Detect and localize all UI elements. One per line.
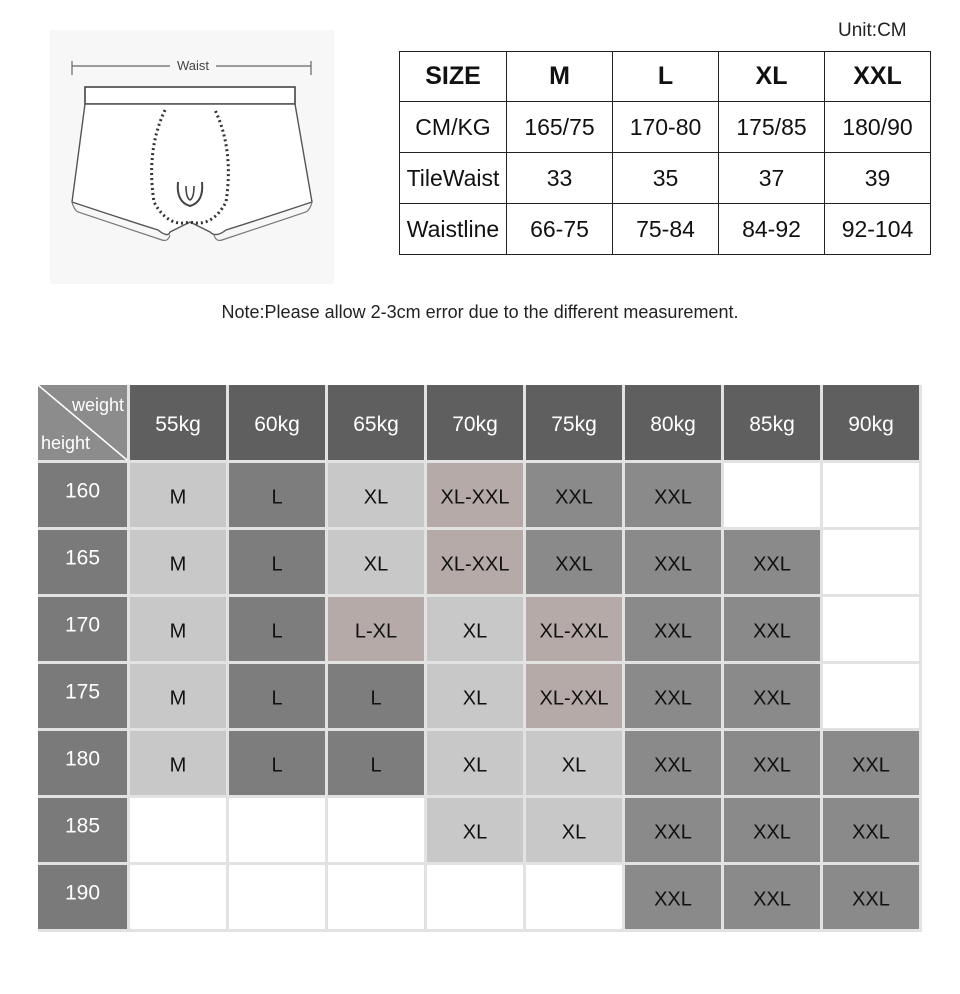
column-header-label: 70kg: [452, 413, 498, 437]
size-cell: 33: [507, 153, 613, 204]
size-cell-label: XXL: [654, 486, 692, 509]
size-header-cell: XL: [719, 52, 825, 102]
size-cell-label: XXL: [555, 486, 593, 509]
size-cell: [823, 463, 919, 527]
size-cell: 175/85: [719, 102, 825, 153]
size-cell-label: XL: [462, 754, 488, 777]
size-cell: [130, 798, 226, 862]
size-header-cell: M: [507, 52, 613, 102]
size-cell-label: XL: [462, 687, 488, 710]
size-cell-label: XXL: [852, 754, 890, 777]
size-cell-label: XL: [561, 821, 587, 844]
size-cell-label: XL-XXL: [440, 553, 510, 576]
size-cell-label: L-XL: [354, 620, 398, 643]
row-header-label: 190: [64, 881, 101, 905]
size-cell-label: M: [169, 486, 187, 509]
column-header-label: 85kg: [749, 413, 795, 437]
size-cell-label: XXL: [753, 821, 791, 844]
size-cell-label: XXL: [654, 888, 692, 911]
size-cell: 92-104: [825, 204, 931, 255]
size-cell: [427, 865, 523, 929]
size-header-cell: XXL: [825, 52, 931, 102]
size-cell: 180/90: [825, 102, 931, 153]
size-cell-label: XXL: [852, 888, 890, 911]
size-cell-label: XXL: [753, 888, 791, 911]
size-cell-label: XXL: [753, 553, 791, 576]
row-header-label: 170: [64, 613, 101, 637]
row-header-label: 165: [64, 546, 101, 570]
size-cell-label: XXL: [654, 553, 692, 576]
size-cell-label: L: [271, 687, 283, 710]
size-cell-label: XXL: [555, 553, 593, 576]
size-header-cell: L: [613, 52, 719, 102]
size-cell-label: XL: [363, 486, 389, 509]
column-header-label: 75kg: [551, 413, 597, 437]
size-cell-label: M: [169, 620, 187, 643]
column-header-label: 90kg: [848, 413, 894, 437]
size-cell: [724, 463, 820, 527]
size-cell-label: M: [169, 687, 187, 710]
corner-label-weight: weight: [71, 394, 124, 415]
corner-label-height: height: [41, 432, 91, 453]
size-cell: [229, 798, 325, 862]
size-cell-label: XL-XXL: [539, 687, 609, 710]
size-cell: [823, 530, 919, 594]
size-cell-label: XXL: [654, 754, 692, 777]
size-cell-label: XL-XXL: [539, 620, 609, 643]
column-header-label: 80kg: [650, 413, 696, 437]
size-cell: [328, 798, 424, 862]
size-cell: 37: [719, 153, 825, 204]
size-cell-label: M: [169, 754, 187, 777]
column-header-label: 60kg: [254, 413, 300, 437]
size-cell-label: L: [370, 754, 382, 777]
size-cell: [229, 865, 325, 929]
size-cell: [526, 865, 622, 929]
size-cell: [823, 597, 919, 661]
unit-label: Unit:CM: [838, 20, 907, 41]
measurement-note: Note:Please allow 2-3cm error due to the different measurement.: [221, 302, 739, 322]
size-cell: 66-75: [507, 204, 613, 255]
size-cell-label: XXL: [852, 821, 890, 844]
size-cell-label: XXL: [753, 620, 791, 643]
size-row-label: Waistline: [400, 204, 507, 255]
size-cell-label: L: [271, 620, 283, 643]
size-cell-label: XXL: [753, 754, 791, 777]
size-cell-label: XL: [561, 754, 587, 777]
size-cell: [328, 865, 424, 929]
size-cell-label: L: [271, 553, 283, 576]
row-header-label: 185: [64, 814, 101, 838]
size-header-label: SIZE: [400, 52, 507, 102]
size-cell-label: XXL: [654, 687, 692, 710]
size-cell-label: L: [271, 754, 283, 777]
size-cell-label: XXL: [654, 620, 692, 643]
size-cell-label: XL: [462, 821, 488, 844]
size-cell: 170-80: [613, 102, 719, 153]
size-cell: 84-92: [719, 204, 825, 255]
size-row-label: TileWaist: [400, 153, 507, 204]
size-cell-label: XL: [363, 553, 389, 576]
size-cell-label: L: [370, 687, 382, 710]
row-header-label: 160: [64, 479, 101, 503]
column-header-label: 65kg: [353, 413, 399, 437]
size-cell-label: XL: [462, 620, 488, 643]
size-cell-label: XL-XXL: [440, 486, 510, 509]
size-cell: 75-84: [613, 204, 719, 255]
size-cell-label: M: [169, 553, 187, 576]
size-cell: [823, 664, 919, 728]
row-header-label: 180: [64, 747, 101, 771]
row-header-label: 175: [64, 680, 101, 704]
size-cell-label: XXL: [753, 687, 791, 710]
size-cell: [130, 865, 226, 929]
size-cell: 165/75: [507, 102, 613, 153]
size-cell: 39: [825, 153, 931, 204]
size-cell-label: L: [271, 486, 283, 509]
size-row-label: CM/KG: [400, 102, 507, 153]
column-header-label: 55kg: [155, 413, 201, 437]
size-cell-label: XXL: [654, 821, 692, 844]
waist-label: Waist: [176, 58, 210, 73]
size-cell: 35: [613, 153, 719, 204]
